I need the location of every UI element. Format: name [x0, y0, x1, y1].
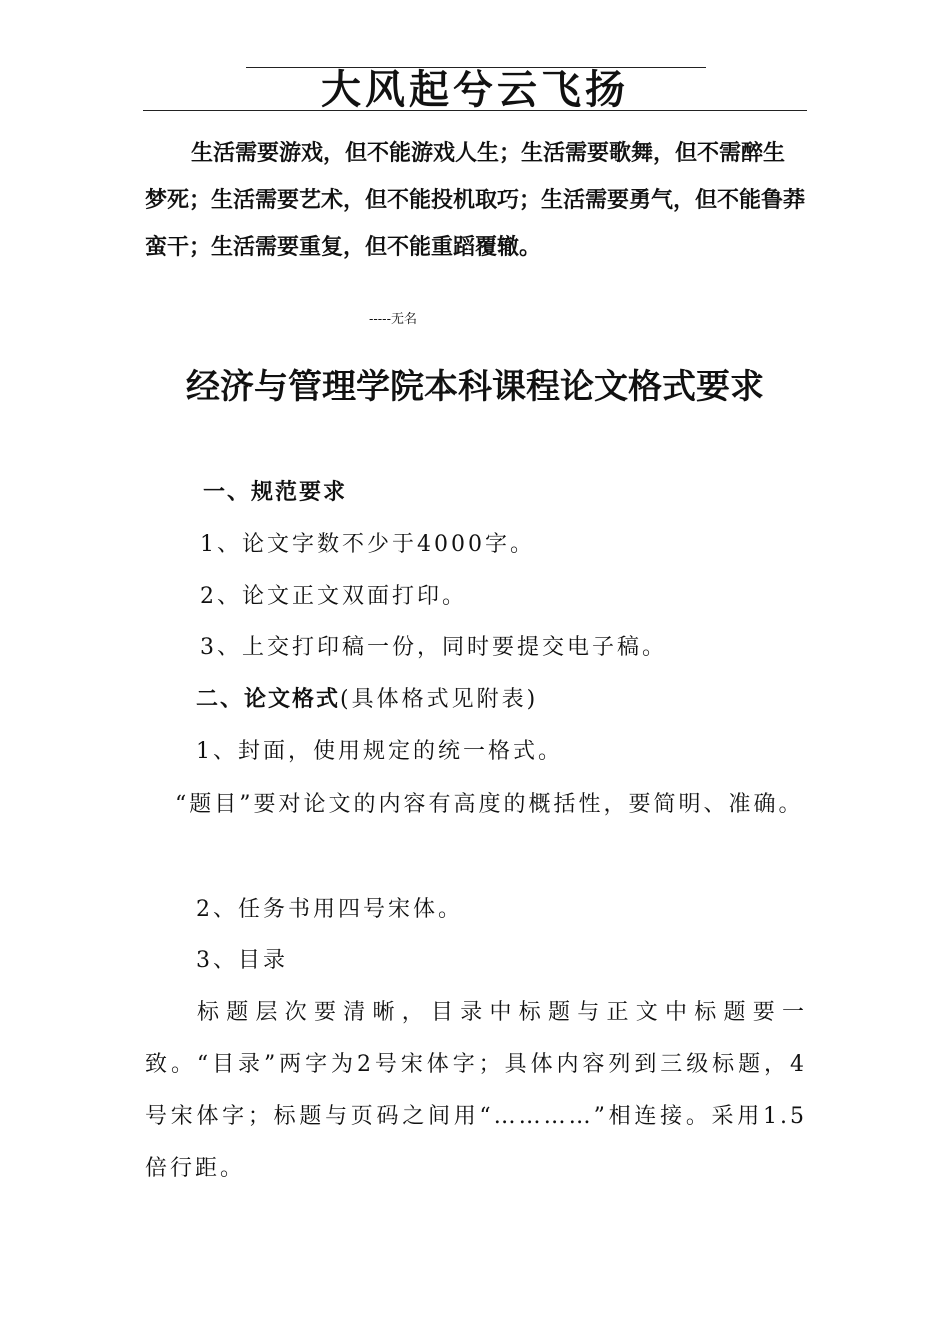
list-item: 1、论文字数不少于4000字。 [200, 532, 535, 557]
section-heading-2: 二、论文格式 [196, 687, 341, 712]
section-heading-2-row [196, 685, 538, 715]
format-item-toc-detail: 标题层次要清晰，目录中标题与正文中标题要一致。“目录”两字为2号宋体字；具体内容列到三级标题，4号宋体字；标题与页码之间用“…………”相连接。采用1.5倍行距。 [145, 1000, 807, 1181]
format-item-toc: 3、目录 [196, 948, 288, 973]
list-item: 2、论文正文双面打印。 [200, 584, 467, 609]
document-title: 经济与管理学院本科课程论文格式要求 [186, 367, 764, 407]
banner-bottom-rule [143, 110, 807, 111]
format-item-task-book: 2、任务书用四号宋体。 [196, 897, 463, 922]
quote-attribution: -----无名 [369, 312, 417, 327]
list-item: 3、上交打印稿一份，同时要提交电子稿。 [200, 635, 667, 660]
banner-title: 大风起兮云飞扬 [321, 66, 629, 113]
format-item-cover-detail: “题目”要对论文的内容有高度的概括性，要简明、准确。 [175, 792, 804, 817]
section-heading-2-note: (具体格式见附表) [340, 687, 539, 712]
section-heading-1: 一、规范要求 [203, 480, 348, 505]
quote-paragraph: 生活需要游戏，但不能游戏人生；生活需要歌舞，但不需醉生梦死；生活需要艺术，但不能投机取巧；生活需要勇气，但不能鲁莽蛮干；生活需要重复，但不能重蹈覆辙。 [145, 141, 806, 260]
format-item-cover: 1、封面，使用规定的统一格式。 [196, 739, 563, 764]
